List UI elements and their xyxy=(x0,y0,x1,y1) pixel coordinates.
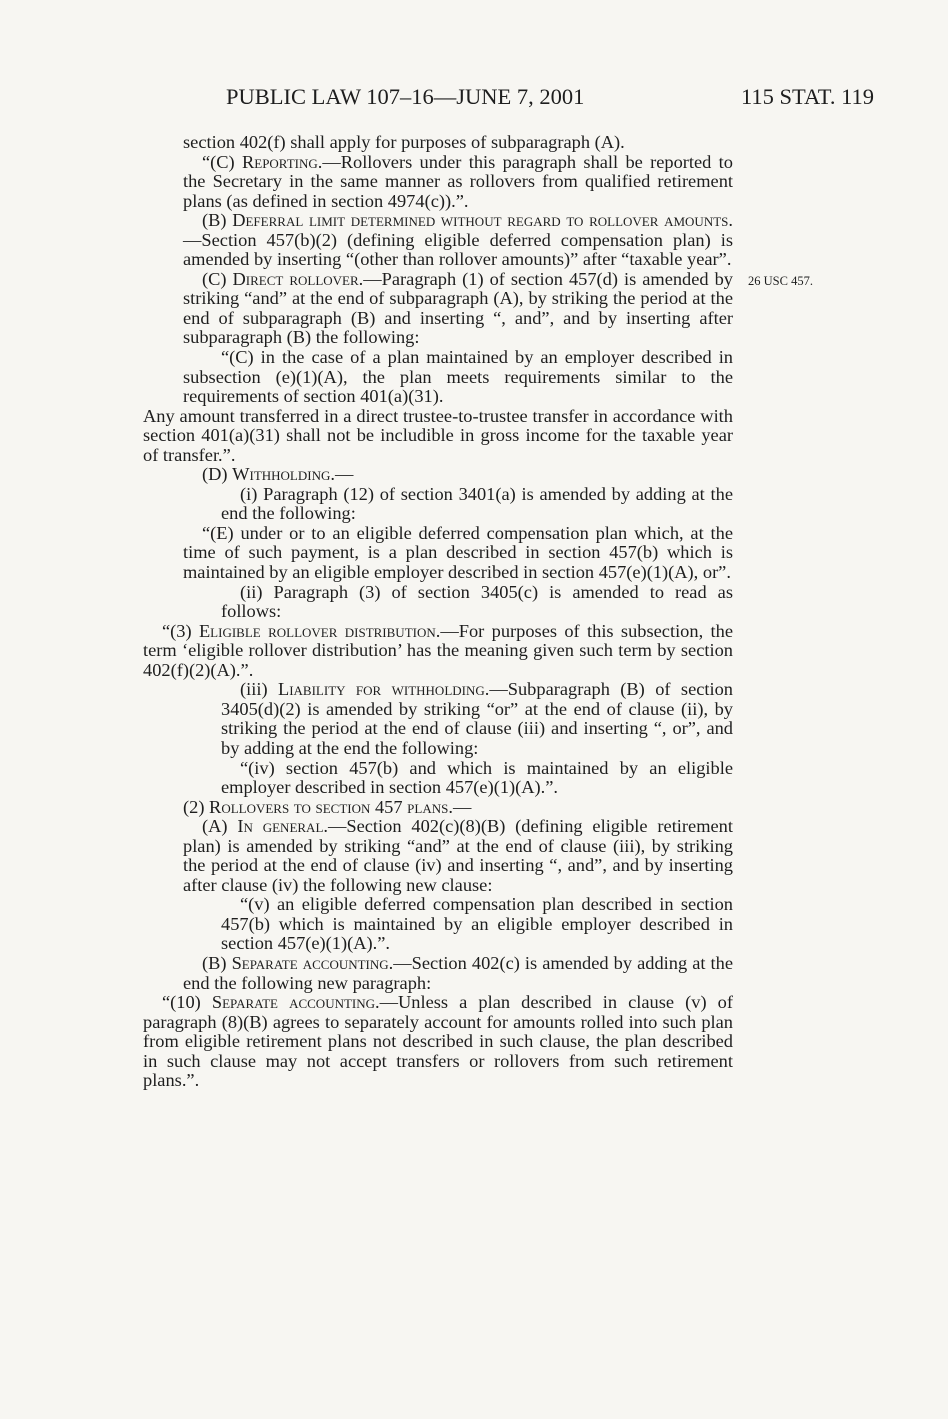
paragraph: (D) Withholding.— xyxy=(202,464,354,485)
paragraph-heading: Rollovers to section 457 plans xyxy=(209,796,449,817)
paragraph: (A) In general.—Section 402(c)(8)(B) (defining eligible retirement plan) is amended by striking “and” at the end of clause (iii), by striking the period at the end of clause (iv) and inserting “, and”, and by inserting after clause (iv) the following new clause: xyxy=(183,816,733,895)
paragraph-heading: Liability for withholding xyxy=(277,679,485,700)
paragraph: (i) Paragraph (12) of section 3401(a) is amended by adding at the end the following: xyxy=(221,483,733,524)
document-body xyxy=(143,133,733,1091)
statute-page-number: 115 STAT. 119 xyxy=(741,84,874,109)
paragraph-heading: Deferral limit determined without regard to rollover amounts xyxy=(232,210,729,231)
paragraph-heading: Withholding xyxy=(232,464,331,485)
paragraph: “(C) Reporting.—Rollovers under this paragraph shall be reported to the Secretary in the same manner as rollovers from qualified retirement plans (as defined in section 4974(c)).”. xyxy=(183,151,733,211)
paragraph-heading: In general xyxy=(237,816,324,837)
paragraph: “(C) in the case of a plan maintained by an employer described in subsection (e)(1)(A), the plan meets requirements similar to the requirements of section 401(a)(31). xyxy=(183,347,733,407)
paragraph: (2) Rollovers to section 457 plans.— xyxy=(183,796,472,817)
paragraph: section 402(f) shall apply for purposes of subparagraph (A). xyxy=(183,132,625,152)
paragraph: (C) Direct rollover.—Paragraph (1) of section 457(d) is amended by striking “and” at the end of subparagraph (A), by striking the period at the end of subparagraph (B) and inserting “, and”, and by inserting after subparagraph (B) the following: xyxy=(183,268,733,348)
paragraph-heading: Separate accounting xyxy=(211,992,376,1013)
paragraph-heading: Separate accounting xyxy=(231,952,389,973)
paragraph-heading: Direct rollover xyxy=(232,268,359,289)
margin-note: 26 USC 457. xyxy=(748,274,813,288)
paragraph-heading: Eligible rollover distribution xyxy=(198,620,436,641)
paragraph: “(3) Eligible rollover distribution.—For purposes of this subsection, the term ‘eligible rollover distribution’ has the meaning given such term by section 402(f)(2)(A).”. xyxy=(143,620,733,680)
page-header xyxy=(226,84,874,116)
paragraph: (ii) Paragraph (3) of section 3405(c) is amended to read as follows: xyxy=(221,581,733,622)
paragraph: Any amount transferred in a direct trustee-to-trustee transfer in accordance with section 401(a)(31) shall not be includible in gross income for the taxable year of transfer.”. xyxy=(143,405,733,465)
paragraph: (B) Separate accounting.—Section 402(c) is amended by adding at the end the following new paragraph: xyxy=(183,952,733,993)
paragraph: (B) Deferral limit determined without regard to rollover amounts.—Section 457(b)(2) (defining eligible deferred compensation plan) is amended by inserting “(other than rollover amounts)” after “taxable year”. xyxy=(183,210,733,270)
paragraph-heading: Reporting xyxy=(241,151,318,172)
paragraph: “(E) under or to an eligible deferred compensation plan which, at the time of such payment, is a plan described in section 457(b) which is maintained by an eligible employer described in section 457(e)(1)(A), or”. xyxy=(183,522,733,583)
paragraph: (iii) Liability for withholding.—Subparagraph (B) of section 3405(d)(2) is amended by striking “or” at the end of clause (ii), by striking the period at the end of clause (iii) and inserting “, or”, and by adding at the end the following: xyxy=(221,679,733,758)
paragraph: “(iv) section 457(b) and which is maintained by an eligible employer described in section 457(e)(1)(A).”. xyxy=(221,757,733,798)
paragraph: “(v) an eligible deferred compensation plan described in section 457(b) which is maintained by an eligible employer described in section 457(e)(1)(A).”. xyxy=(221,894,733,954)
paragraph: “(10) Separate accounting.—Unless a plan described in clause (v) of paragraph (8)(B) agrees to separately account for amounts rolled into such plan from eligible retirement plans not described in such clause, the plan described in such clause may not accept transfers or rollovers from such retirement plans.”. xyxy=(143,992,733,1091)
law-citation: PUBLIC LAW 107–16—JUNE 7, 2001 xyxy=(226,84,585,109)
